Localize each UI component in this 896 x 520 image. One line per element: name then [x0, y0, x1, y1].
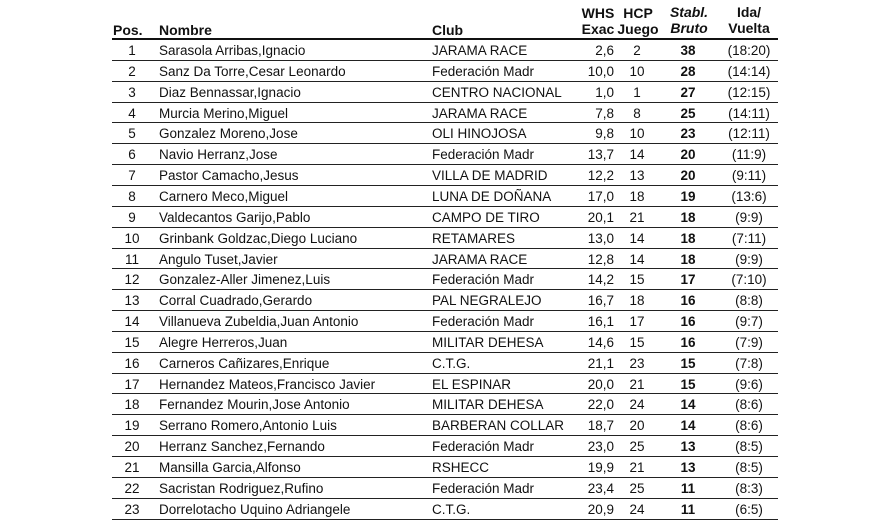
row-position: 13: [124, 293, 140, 309]
header-whs-line1: WHS: [581, 5, 615, 21]
row-player-name: Diaz Bennassar,Ignacio: [159, 84, 301, 100]
row-hcp-juego: 14: [629, 147, 645, 163]
row-whs-exact: 18,7: [587, 418, 614, 434]
row-whs-exact: 23,0: [587, 439, 614, 455]
row-player-name: Carneros Cañizares,Enrique: [159, 355, 330, 371]
row-stableford-bruto: 27: [680, 84, 696, 100]
row-position: 15: [124, 334, 140, 350]
row-hcp-juego: 15: [629, 334, 645, 350]
row-ida-vuelta: (14:11): [728, 105, 770, 121]
row-whs-exact: 9,8: [595, 126, 614, 142]
row-position: 10: [124, 230, 140, 246]
row-ida-vuelta: (8:8): [735, 293, 763, 309]
row-ida-vuelta: (6:5): [735, 501, 763, 517]
row-whs-exact: 21,1: [587, 355, 614, 371]
row-whs-exact: 20,1: [587, 209, 614, 225]
row-whs-exact: 2,6: [595, 43, 614, 58]
row-whs-exact: 7,8: [595, 105, 614, 121]
row-player-name: Sarasola Arribas,Ignacio: [159, 43, 306, 58]
table-row: [0, 123, 896, 144]
row-ida-vuelta: (9:9): [735, 251, 763, 267]
table-row: [0, 290, 896, 311]
row-hcp-juego: 21: [629, 209, 645, 225]
table-row: [0, 249, 896, 270]
row-position: 12: [124, 272, 140, 288]
row-player-name: Valdecantos Garijo,Pablo: [159, 209, 311, 225]
row-club: Federación Madr: [432, 439, 535, 455]
row-player-name: Gonzalez Moreno,Jose: [159, 126, 298, 142]
row-stableford-bruto: 13: [680, 460, 696, 475]
row-ida-vuelta: (8:5): [735, 439, 763, 455]
row-hcp-juego: 20: [629, 418, 645, 434]
row-ida-vuelta: (9:7): [735, 314, 763, 330]
row-player-name: Serrano Romero,Antonio Luis: [159, 418, 337, 434]
row-position: 2: [128, 63, 136, 79]
table-row: [0, 228, 896, 249]
header-hcp-juego: [617, 5, 659, 37]
row-whs-exact: 13,0: [587, 230, 614, 246]
row-hcp-juego: 15: [629, 272, 645, 288]
row-club: C.T.G.: [432, 501, 471, 517]
row-stableford-bruto: 20: [680, 168, 696, 184]
row-whs-exact: 16,7: [587, 293, 614, 309]
header-nombre: Nombre: [159, 22, 212, 38]
row-position: 8: [128, 188, 136, 204]
table-row: [0, 332, 896, 353]
row-player-name: Pastor Camacho,Jesus: [159, 168, 299, 184]
row-stableford-bruto: 28: [680, 63, 696, 79]
row-ida-vuelta: (13:6): [731, 188, 767, 204]
row-club: LUNA DE DOÑANA: [432, 188, 552, 204]
row-club: VILLA DE MADRID: [432, 168, 548, 184]
row-position: 9: [128, 209, 136, 225]
row-ida-vuelta: (18:20): [727, 43, 771, 58]
row-player-name: Sacristan Rodriguez,Rufino: [159, 480, 324, 496]
row-position: 19: [124, 418, 140, 434]
row-stableford-bruto: 18: [680, 230, 696, 246]
row-whs-exact: 10,0: [587, 63, 614, 79]
row-hcp-juego: 1: [633, 84, 641, 100]
row-hcp-juego: 25: [629, 480, 645, 496]
row-ida-vuelta: (7:8): [735, 355, 763, 371]
row-hcp-juego: 24: [629, 397, 645, 413]
row-club: JARAMA RACE: [432, 251, 528, 267]
table-row: [0, 436, 896, 457]
row-hcp-juego: 18: [629, 188, 645, 204]
row-whs-exact: 14,6: [587, 334, 614, 350]
header-whs-exac: [578, 5, 618, 37]
header-stabl-line2: Bruto: [670, 20, 708, 36]
row-club: Federación Madr: [432, 147, 535, 163]
row-stableford-bruto: 11: [680, 501, 696, 517]
row-stableford-bruto: 15: [680, 376, 696, 392]
row-position: 1: [128, 43, 136, 58]
row-position: 17: [124, 376, 140, 392]
row-divider: [112, 519, 778, 520]
header-stabl-bruto: [666, 4, 712, 36]
row-hcp-juego: 2: [633, 43, 641, 58]
row-hcp-juego: 14: [629, 251, 645, 267]
row-position: 4: [128, 105, 136, 121]
row-club: JARAMA RACE: [432, 105, 528, 121]
row-stableford-bruto: 14: [680, 418, 696, 434]
row-hcp-juego: 25: [629, 439, 645, 455]
row-stableford-bruto: 16: [680, 293, 696, 309]
row-position: 21: [124, 460, 140, 475]
row-stableford-bruto: 38: [680, 43, 696, 58]
row-whs-exact: 12,8: [587, 251, 614, 267]
table-row: [0, 82, 896, 103]
row-hcp-juego: 18: [629, 293, 645, 309]
row-whs-exact: 20,0: [587, 376, 614, 392]
row-club: PAL NEGRALEJO: [432, 293, 542, 309]
row-stableford-bruto: 15: [680, 355, 696, 371]
row-whs-exact: 19,9: [587, 460, 614, 475]
row-position: 7: [128, 168, 136, 184]
row-player-name: Navio Herranz,Jose: [159, 147, 278, 163]
row-hcp-juego: 21: [629, 376, 645, 392]
row-ida-vuelta: (8:5): [735, 460, 763, 475]
row-hcp-juego: 23: [629, 355, 645, 371]
row-hcp-juego: 21: [629, 460, 645, 475]
row-whs-exact: 1,0: [595, 84, 614, 100]
table-row: [0, 103, 896, 124]
table-row: [0, 457, 896, 478]
row-hcp-juego: 24: [629, 501, 645, 517]
row-stableford-bruto: 14: [680, 397, 696, 413]
table-row: [0, 144, 896, 165]
row-ida-vuelta: (9:9): [735, 209, 763, 225]
row-club: BARBERAN COLLAR: [432, 418, 565, 434]
header-stabl-line1: Stabl.: [669, 4, 709, 20]
row-position: 5: [128, 126, 136, 142]
table-row: [0, 165, 896, 186]
row-ida-vuelta: (12:11): [728, 126, 770, 142]
row-player-name: Angulo Tuset,Javier: [159, 251, 278, 267]
row-whs-exact: 20,9: [587, 501, 614, 517]
row-player-name: Alegre Herreros,Juan: [159, 334, 288, 350]
row-player-name: Villanueva Zubeldia,Juan Antonio: [159, 314, 359, 330]
row-ida-vuelta: (9:6): [735, 376, 763, 392]
row-whs-exact: 12,2: [587, 168, 614, 184]
row-position: 6: [128, 147, 136, 163]
table-row: [0, 61, 896, 82]
row-hcp-juego: 10: [629, 63, 645, 79]
row-player-name: Hernandez Mateos,Francisco Javier: [159, 376, 376, 392]
row-whs-exact: 22,0: [587, 397, 614, 413]
row-ida-vuelta: (9:11): [731, 168, 767, 184]
table-row: [0, 499, 896, 520]
row-stableford-bruto: 16: [680, 314, 696, 330]
row-player-name: Herranz Sanchez,Fernando: [159, 439, 325, 455]
row-club: Federación Madr: [432, 480, 535, 496]
row-club: JARAMA RACE: [432, 43, 528, 58]
row-ida-vuelta: (7:10): [731, 272, 767, 288]
row-whs-exact: 13,7: [587, 147, 614, 163]
row-whs-exact: 17,0: [587, 188, 614, 204]
row-stableford-bruto: 11: [680, 480, 696, 496]
row-stableford-bruto: 19: [680, 188, 696, 204]
header-hcp-line2: Juego: [617, 21, 659, 37]
row-club: RSHECC: [432, 460, 490, 475]
header-ida-line2: Vuelta: [728, 20, 770, 36]
row-club: CAMPO DE TIRO: [432, 209, 540, 225]
row-player-name: Dorrelotacho Uquino Adriangele: [159, 501, 351, 517]
row-player-name: Fernandez Mourin,Jose Antonio: [159, 397, 350, 413]
table-row: [0, 353, 896, 374]
row-ida-vuelta: (12:15): [727, 84, 771, 100]
row-player-name: Murcia Merino,Miguel: [159, 105, 289, 121]
row-whs-exact: 23,4: [587, 480, 614, 496]
header-club: Club: [432, 22, 464, 38]
row-player-name: Gonzalez-Aller Jimenez,Luis: [159, 272, 331, 288]
row-club: Federación Madr: [432, 272, 535, 288]
row-stableford-bruto: 16: [680, 334, 696, 350]
row-stableford-bruto: 18: [680, 251, 696, 267]
row-hcp-juego: 13: [629, 168, 645, 184]
row-position: 14: [124, 314, 140, 330]
row-position: 18: [124, 397, 140, 413]
row-whs-exact: 14,2: [587, 272, 614, 288]
row-position: 20: [124, 439, 140, 455]
row-club: EL ESPINAR: [432, 376, 512, 392]
table-row: [0, 311, 896, 332]
row-player-name: Grinbank Goldzac,Diego Luciano: [159, 230, 358, 246]
row-player-name: Mansilla Garcia,Alfonso: [159, 460, 301, 475]
header-ida-vuelta: [720, 4, 778, 36]
row-club: C.T.G.: [432, 355, 471, 371]
table-row: [0, 40, 896, 61]
row-player-name: Carnero Meco,Miguel: [159, 188, 289, 204]
row-whs-exact: 16,1: [587, 314, 614, 330]
row-player-name: Sanz Da Torre,Cesar Leonardo: [159, 63, 346, 79]
row-player-name: Corral Cuadrado,Gerardo: [159, 293, 313, 309]
row-stableford-bruto: 13: [680, 439, 696, 455]
row-position: 3: [128, 84, 136, 100]
row-club: OLI HINOJOSA: [432, 126, 527, 142]
row-stableford-bruto: 18: [680, 209, 696, 225]
row-position: 16: [124, 355, 140, 371]
table-row: [0, 394, 896, 415]
row-club: CENTRO NACIONAL: [432, 84, 562, 100]
header-whs-line2: Exac: [581, 21, 615, 37]
table-row: [0, 374, 896, 395]
row-ida-vuelta: (7:9): [735, 334, 763, 350]
table-row: [0, 186, 896, 207]
row-club: MILITAR DEHESA: [432, 397, 544, 413]
row-stableford-bruto: 25: [680, 105, 696, 121]
table-row: [0, 415, 896, 436]
row-position: 23: [124, 501, 140, 517]
row-ida-vuelta: (8:6): [735, 418, 763, 434]
row-club: Federación Madr: [432, 314, 535, 330]
row-position: 11: [124, 251, 139, 267]
row-stableford-bruto: 23: [680, 126, 696, 142]
row-ida-vuelta: (14:14): [727, 63, 771, 79]
row-club: MILITAR DEHESA: [432, 334, 544, 350]
row-position: 22: [124, 480, 140, 496]
row-hcp-juego: 8: [633, 105, 641, 121]
row-ida-vuelta: (11:9): [731, 147, 767, 163]
header-hcp-line1: HCP: [623, 5, 653, 21]
table-row: [0, 207, 896, 228]
row-ida-vuelta: (8:3): [735, 480, 763, 496]
header-pos: Pos.: [113, 22, 143, 38]
row-hcp-juego: 10: [629, 126, 645, 142]
row-club: Federación Madr: [432, 63, 535, 79]
row-ida-vuelta: (8:6): [735, 397, 763, 413]
row-club: RETAMARES: [432, 230, 516, 246]
table-row: [0, 269, 896, 290]
row-hcp-juego: 14: [629, 230, 645, 246]
table-row: [0, 478, 896, 499]
row-hcp-juego: 17: [629, 314, 645, 330]
header-ida-line1: Ida/: [736, 4, 762, 20]
row-ida-vuelta: (7:11): [731, 230, 767, 246]
row-stableford-bruto: 20: [680, 147, 696, 163]
row-stableford-bruto: 17: [680, 272, 696, 288]
